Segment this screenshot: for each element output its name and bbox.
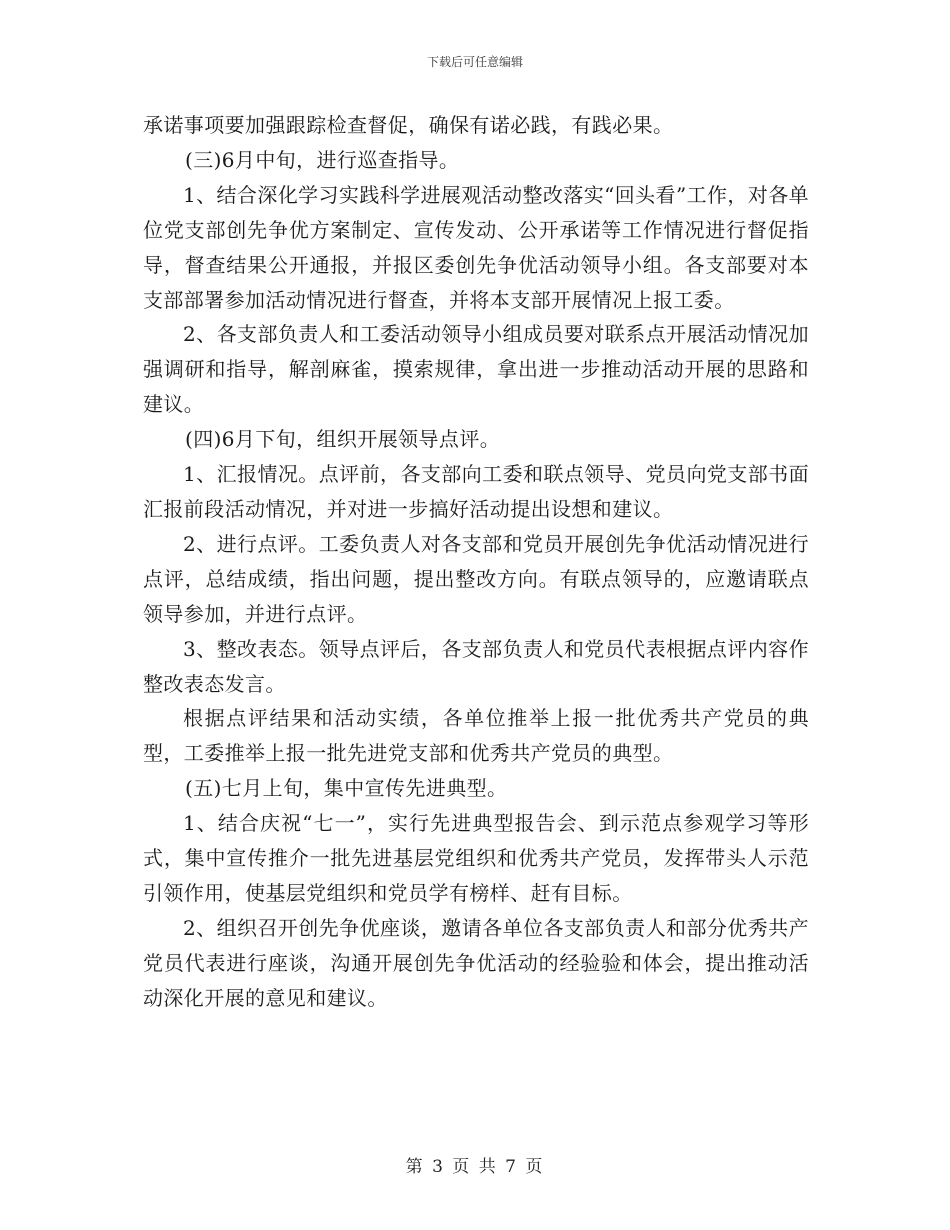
header-note: 下载后可任意编辑 [426,55,523,69]
paragraph: 1、结合深化学习实践科学进展观活动整改落实“回头看”工作，对各单位党支部创先争优方案制定、宣传发动、公开承诺等工作情况进行督促指导，督查结果公开通报，并报区委创先争优活动领导小组。各支部要对本支部部署参加活动情况进行督查，并将本支部开展情况上报工委。 [143,182,809,312]
section-heading: (五)七月上旬，集中宣传先进典型。 [185,776,508,801]
paragraph: 3、整改表态。领导点评后，各支部负责人和党员代表根据点评内容作整改表态发言。 [143,636,809,696]
paragraph: 承诺事项要加强跟踪检查督促，确保有诺必践，有践必果。 [143,113,674,137]
paragraph: 2、各支部负责人和工委活动领导小组成员要对联系点开展活动情况加强调研和指导，解剖麻雀，摸索规律，拿出进一步推动活动开展的思路和建议。 [143,322,809,417]
paragraph: 2、组织召开创先争优座谈，邀请各单位各支部负责人和部分优秀共产党员代表进行座谈，沟通开展创先争优活动的经验验和体会，提出推动活动深化开展的意见和建议。 [143,915,809,1010]
paragraph: 根据点评结果和活动实绩，各单位推举上报一批优秀共产党员的典型，工委推举上报一批先进党支部和优秀共产党员的典型。 [143,706,809,766]
paragraph: 1、汇报情况。点评前，各支部向工委和联点领导、党员向党支部书面汇报前段活动情况，并对进一步搞好活动提出设想和建议。 [143,462,809,521]
document-body [143,108,809,1016]
page-number: 第 3 页 共 7 页 [405,1157,545,1177]
paragraph: 1、结合庆祝“七一”，实行先进典型报告会、到示范点参观学习等形式，集中宣传推介一批先进基层党组织和优秀共产党员，发挥带头人示范引领作用，使基层党组织和党员学有榜样、赶有目标。 [143,811,809,905]
section-heading: (四)6月下旬，组织开展领导点评。 [185,427,501,452]
section-heading: (三)6月中旬，进行巡查指导。 [185,147,460,172]
paragraph: 2、进行点评。工委负责人对各支部和党员开展创先争优活动情况进行点评，总结成绩，指出问题，提出整改方向。有联点领导的，应邀请联点领导参加，并进行点评。 [143,531,809,626]
